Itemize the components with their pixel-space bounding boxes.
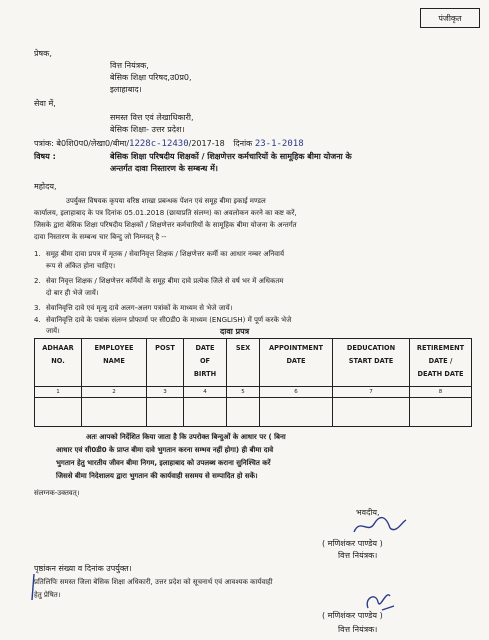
endorsement-line-2: प्रतिलिपिः समस्त जिला बेसिक शिक्षा अधिकारी, उत्तर प्रदेश को सूचनार्थ एवं आवश्यक कार्यवाही [34, 578, 273, 586]
point-2-line-2: दो बार ही भेजे जायें। [46, 289, 99, 297]
recipient-line-2: बेसिक शिक्षा- उत्तर प्रदेश। [110, 125, 185, 134]
signatory-1-name: ( मणिशंकर पाण्डेय ) [322, 539, 383, 548]
point-4-line-2: जायें। [46, 327, 60, 335]
col-employee-name: EMPLOYEE NAME [82, 339, 147, 387]
registered-marker [420, 8, 480, 28]
claim-table-number-row [35, 387, 472, 398]
closing-line-2: आधार एवं सी0डी0 के प्राप्त बीमा दावे भुगतान करना सम्भव नहीं होगा) ही बीमा दावे [56, 446, 274, 454]
point-1-number: 1. [34, 250, 41, 258]
body-line-1: उपर्युक्त विषयक कृपया वरिष्ठ शाखा प्रबन्धक पेंशन एवं समूह बीमा इकाई मण्डल [66, 197, 266, 205]
subject-label: विषय : [34, 152, 56, 161]
point-1-line-2: रूप से अंकित होना चाहिए। [46, 262, 116, 270]
subject-line-2: अन्तर्गत दावा निस्तारण के सम्बन्ध में। [110, 164, 218, 173]
col-sex: SEX [227, 339, 260, 387]
body-line-3: जिसके द्वारा बेसिक शिक्षा परिषदीय शिक्षकों / शिक्षणेत्तर कर्मचारियों के सामूहिक बीमा योजना के अन्तर्गत [34, 221, 297, 229]
recipient-line-1: समस्त वित्त एवं लेखाधिकारी, [110, 113, 194, 122]
letter-number-prefix: पत्रांक: बे0शि0प0/लेखा0/बीमा/ [34, 139, 130, 148]
enclosure-note: संलग्नक-उक्तवत्। [34, 489, 80, 497]
endorsement-line-1: पृष्ठांकन संख्या व दिनांक उपर्युक्त। [34, 564, 132, 573]
subject-line-1: बेसिक शिक्षा परिषदीय शिक्षकों / शिक्षणेत्तर कर्मचारियों के सामूहिक बीमा योजना के [110, 152, 352, 161]
point-3-number: 3. [34, 304, 41, 312]
closing-line-1: अतः आपको निर्देशित किया जाता है कि उपरोक्त बिन्दुओं के आधार पर ( बिना [86, 433, 286, 441]
sender-label: प्रेषक, [34, 49, 52, 58]
claim-form-title: दावा प्रपत्र [220, 327, 250, 336]
sender-line-3: इलाहाबाद। [110, 85, 142, 94]
col-number-8: 8 [410, 387, 472, 398]
claim-table-header-row [35, 339, 472, 387]
recipient-label: सेवा में, [34, 99, 56, 108]
col-number-4: 4 [184, 387, 227, 398]
claim-table-empty-row [35, 398, 472, 427]
col-number-5: 5 [227, 387, 260, 398]
margin-mark [28, 572, 40, 602]
col-date-of-birth: DATE OF BIRTH [184, 339, 227, 387]
signature-1 [350, 514, 410, 538]
claim-form-table [34, 338, 472, 427]
date-handwritten: 23-1-2018 [254, 139, 304, 149]
body-line-2: कार्यालय, इलाहाबाद के पत्र दिनांक 05.01.2018 (छायाप्रति संलग्न) का अवलोकन करने का कष्ट करें, [34, 209, 297, 217]
col-number-1: 1 [35, 387, 82, 398]
registered-label: पंजीकृत [438, 13, 462, 23]
letter-number [34, 138, 304, 149]
point-4-line-1: सेवानिवृत्ति दावे के पत्रांक संलग्न प्रोफार्मा पर सी0डी0 के माध्यम (ENGLISH) में पूर्ण करके भेजे [46, 316, 292, 324]
signatory-2-designation: वित्त नियंत्रक। [338, 625, 378, 634]
signatory-1-designation: वित्त नियंत्रक। [338, 551, 378, 560]
date-label: दिनांक [233, 139, 253, 148]
col-number-6: 6 [260, 387, 333, 398]
col-number-2: 2 [82, 387, 147, 398]
col-adhaar: ADHAAR NO. [35, 339, 82, 387]
letter-number-year: /2017-18 [188, 139, 225, 148]
closing-line-4: जिससे बीमा निदेशालय द्वारा भुगतान की कार्यवाही ससमय से सम्पादित हो सकें। [56, 472, 258, 480]
point-1-line-1: समूह बीमा दावा प्रपत्र में मृतक / सेवानिवृत्त शिक्षक / शिक्षणेत्तर कर्मी का आधार नम्बर अनिवार्य [46, 250, 285, 258]
sender-line-1: वित्त नियंत्रक, [110, 61, 149, 70]
point-2-number: 2. [34, 277, 41, 285]
body-line-4: दावा निस्तारण के सम्बन्ध चार बिन्दु जो निम्नवत् है -- [34, 233, 167, 241]
point-2-line-1: सेवा निवृत्त शिक्षक / शिक्षणेत्तर कर्मियों के समूह बीमा दावे प्रत्येक जिले से वर्ष भर में अधिकतम [46, 277, 284, 285]
endorsement-line-3: हेतु प्रेषित। [34, 591, 61, 599]
col-deduction-start-date: DEDUCATION START DATE [333, 339, 410, 387]
col-post: POST [147, 339, 184, 387]
col-appointment-date: APPOINTMENT DATE [260, 339, 333, 387]
point-3-line-1: सेवानिवृत्ति दावे एवं मृत्यु दावे अलग-अलग पत्रांकों के माध्यम से भेजे जायें। [46, 304, 233, 312]
yours-faithfully: भवदीय, [356, 508, 380, 517]
col-number-3: 3 [147, 387, 184, 398]
col-retirement-death-date: RETIREMENT DATE / DEATH DATE [410, 339, 472, 387]
salutation: महोदय, [34, 182, 57, 191]
letter-number-handwritten: 1228c-12430 [129, 139, 189, 149]
sender-line-2: बेसिक शिक्षा परिषद,उ0प्र0, [110, 73, 192, 82]
signatory-2-name: ( मणिशंकर पाण्डेय ) [322, 611, 383, 620]
point-4-number: 4. [34, 316, 41, 324]
closing-line-3: भुगतान हेतु भारतीय जीवन बीमा निगम, इलाहाबाद को उपलब्ध कराना सुनिश्चित करें [56, 459, 271, 467]
col-number-7: 7 [333, 387, 410, 398]
